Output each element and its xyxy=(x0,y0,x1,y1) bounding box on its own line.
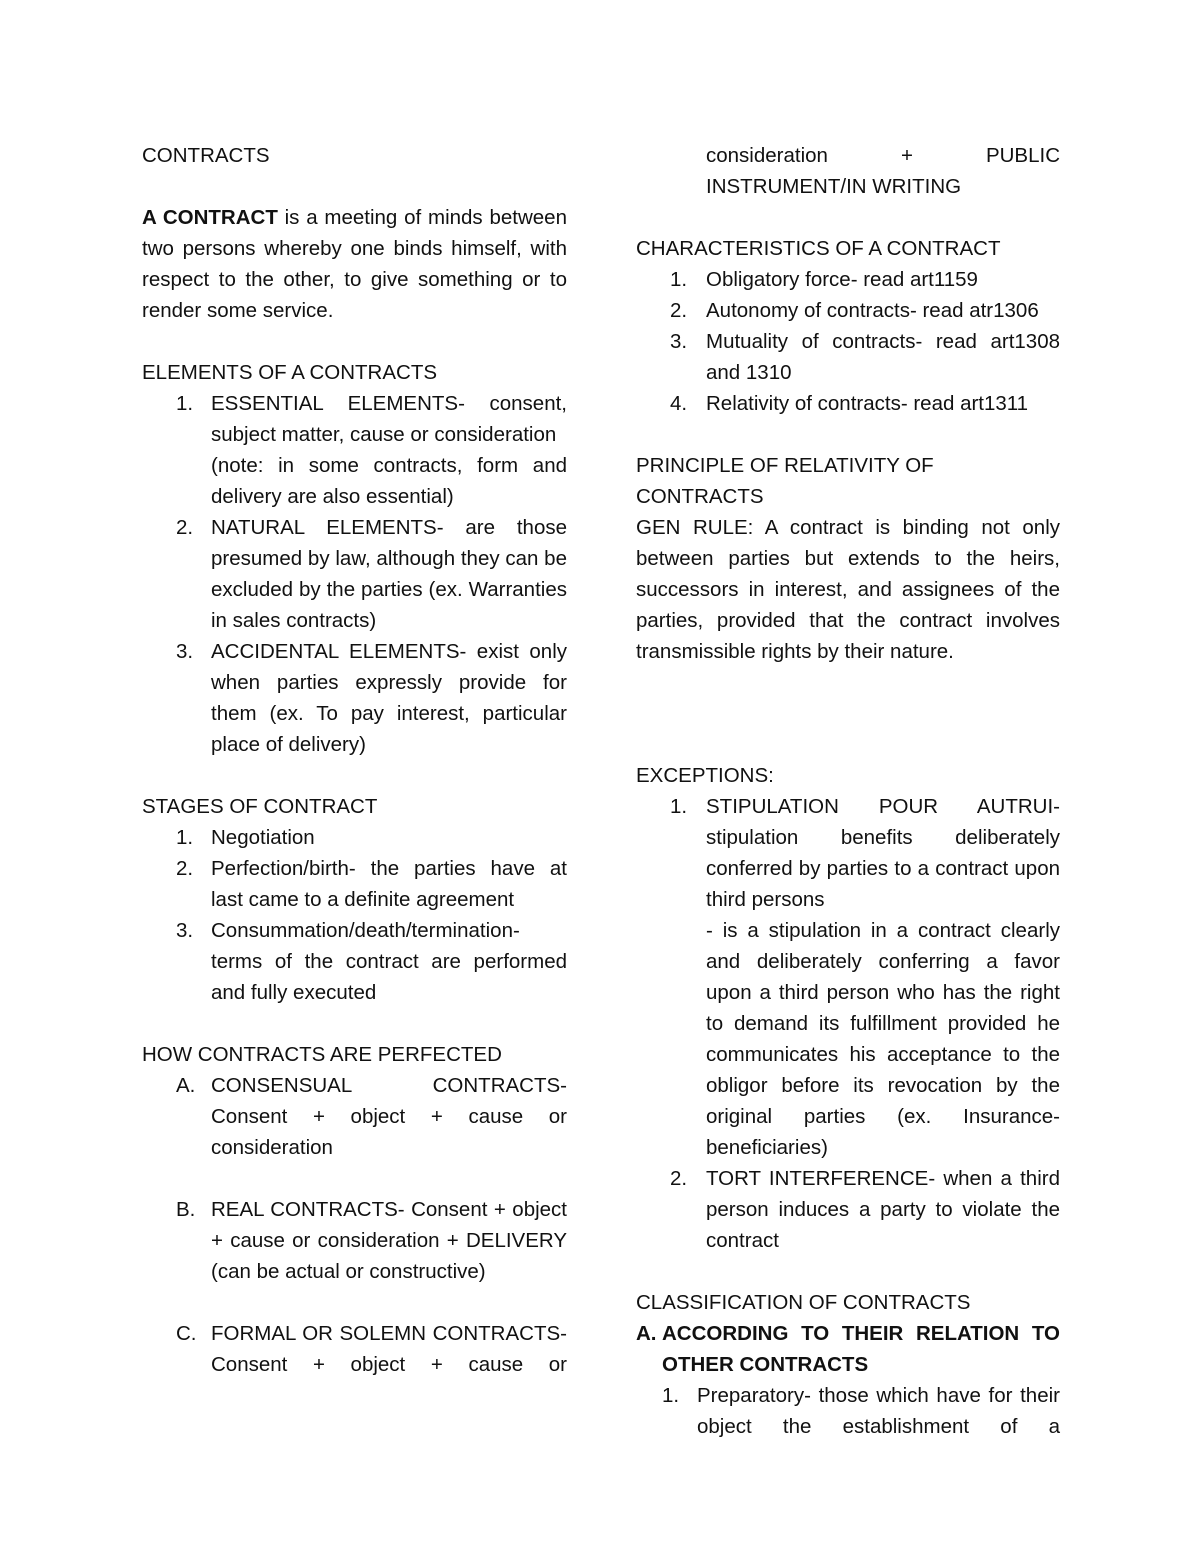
elements-heading: ELEMENTS OF A CONTRACTS xyxy=(142,361,438,384)
list-text: ACCIDENTAL ELEMENTS- exist only when parties expressly provide for them (ex. To pay interest, particular place of delivery) xyxy=(211,640,567,756)
document-title: CONTRACTS xyxy=(142,144,270,167)
definition-text: is a meeting of minds between two persons whereby one binds himself, with respect to the other, to give something or to render some service. xyxy=(142,206,567,322)
list-text: Mutuality of contracts- read art1308 and 1310 xyxy=(706,330,1060,384)
continuation-line: consideration + PUBLIC xyxy=(706,144,1060,167)
characteristics-heading: CHARACTERISTICS OF A CONTRACT xyxy=(636,237,1001,260)
list-text: ESSENTIAL ELEMENTS- consent, subject matter, cause or consideration xyxy=(211,392,567,446)
list-text: Perfection/birth- the parties have at last came to a definite agreement xyxy=(211,857,567,911)
list-extra: - is a stipulation in a contract clearly and deliberately conferring a favor upon a third person who has the right to demand its fulfillment provided he communicates his acceptance to the obligor before its revocation by the original parties (ex. Insurance- beneficiaries) xyxy=(706,919,1060,1159)
list-number: 2. xyxy=(176,857,194,880)
list-item xyxy=(636,791,1060,1163)
list-item xyxy=(142,822,567,853)
list-item xyxy=(142,1070,567,1163)
principle-text: GEN RULE: A contract is binding not only between parties but extends to the heirs, successors in interest, and assignees of the parties, provided that the contract involves transmissible rights by their nature. xyxy=(636,516,1060,663)
list-item xyxy=(142,1318,567,1380)
right-column xyxy=(636,140,1060,1442)
principle-heading: PRINCIPLE OF RELATIVITY OF CONTRACTS xyxy=(636,454,934,508)
list-letter: B. xyxy=(176,1198,196,1221)
list-text: Obligatory force- read art1159 xyxy=(706,268,978,291)
list-number: 2. xyxy=(670,299,688,322)
list-item xyxy=(142,915,567,1008)
list-number: 2. xyxy=(176,516,194,539)
subheading-letter: A. xyxy=(636,1322,657,1345)
list-letter: A. xyxy=(176,1074,196,1097)
subheading-text: ACCORDING TO THEIR RELATION TO xyxy=(662,1322,1060,1345)
list-number: 1. xyxy=(662,1384,680,1407)
list-text: Autonomy of contracts- read atr1306 xyxy=(706,299,1039,322)
list-item xyxy=(142,1194,567,1287)
list-item xyxy=(636,295,1060,326)
perfected-heading: HOW CONTRACTS ARE PERFECTED xyxy=(142,1043,502,1066)
list-text: REAL CONTRACTS- Consent + object + cause or consideration + DELIVERY (can be actual or constructive) xyxy=(211,1198,567,1283)
contract-definition xyxy=(142,202,567,326)
list-item xyxy=(142,853,567,915)
list-number: 1. xyxy=(176,392,194,415)
list-item xyxy=(636,388,1060,419)
list-text: TORT INTERFERENCE- when a third person induces a party to violate the contract xyxy=(706,1167,1060,1252)
exceptions-heading: EXCEPTIONS: xyxy=(636,764,774,787)
list-text: Negotiation xyxy=(211,826,315,849)
classification-subheading xyxy=(636,1318,1060,1349)
list-text: Relativity of contracts- read art1311 xyxy=(706,392,1029,415)
list-item xyxy=(636,326,1060,388)
list-text: STIPULATION POUR AUTRUI- stipulation benefits deliberately conferred by parties to a contract upon third persons xyxy=(706,795,1060,911)
list-number: 4. xyxy=(670,392,688,415)
continuation-line: INSTRUMENT/IN WRITING xyxy=(706,175,962,198)
list-number: 2. xyxy=(670,1167,688,1190)
list-number: 3. xyxy=(670,330,688,353)
subheading-text-cont: OTHER CONTRACTS xyxy=(662,1353,869,1376)
list-text: Consummation/death/termination- terms of the contract are performed and fully executed xyxy=(211,919,567,1004)
list-number: 1. xyxy=(670,268,688,291)
classification-heading: CLASSIFICATION OF CONTRACTS xyxy=(636,1291,971,1314)
list-text: Preparatory- those which have for their object the establishment of a xyxy=(697,1384,1060,1438)
list-number: 1. xyxy=(176,826,194,849)
list-item xyxy=(636,1380,1060,1442)
list-item xyxy=(142,388,567,512)
list-letter: C. xyxy=(176,1322,197,1345)
list-number: 1. xyxy=(670,795,688,818)
list-text: FORMAL OR SOLEMN CONTRACTS- Consent + object + cause or xyxy=(211,1322,567,1376)
list-text: CONSENSUAL CONTRACTS- Consent + object + cause or consideration xyxy=(211,1074,567,1159)
list-text: NATURAL ELEMENTS- are those presumed by law, although they can be excluded by the parties (ex. Warranties in sales contracts) xyxy=(211,516,567,632)
list-note: (note: in some contracts, form and delivery are also essential) xyxy=(211,454,567,508)
list-item xyxy=(142,636,567,760)
list-number: 3. xyxy=(176,919,194,942)
stages-heading: STAGES OF CONTRACT xyxy=(142,795,378,818)
list-item xyxy=(636,264,1060,295)
definition-term: A CONTRACT xyxy=(142,206,278,229)
list-item xyxy=(636,1163,1060,1256)
left-column xyxy=(142,140,567,1380)
list-number: 3. xyxy=(176,640,194,663)
list-item xyxy=(142,512,567,636)
